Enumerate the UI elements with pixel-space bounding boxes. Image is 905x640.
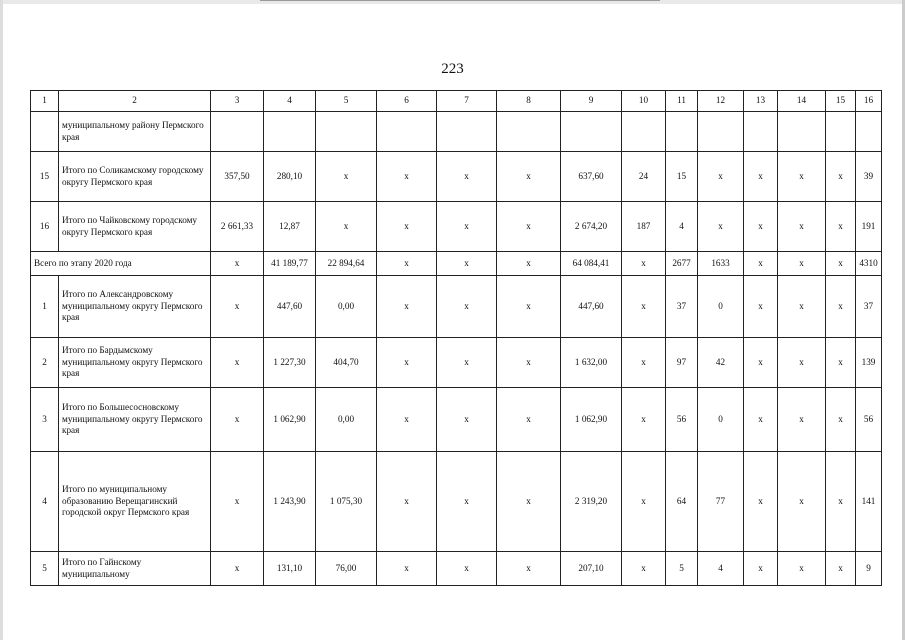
value-cell: х <box>778 252 826 276</box>
value-cell: 1633 <box>698 252 744 276</box>
value-cell: х <box>778 338 826 388</box>
value-cell <box>778 112 826 152</box>
value-cell: 56 <box>856 388 882 452</box>
value-cell: 404,70 <box>316 338 377 388</box>
value-cell <box>744 112 778 152</box>
value-cell: х <box>211 338 264 388</box>
header-cell: 9 <box>561 91 622 112</box>
value-cell: х <box>622 552 666 586</box>
value-cell: х <box>377 202 437 252</box>
value-cell: 97 <box>666 338 698 388</box>
value-cell: 2 319,20 <box>561 452 622 552</box>
value-cell: 141 <box>856 452 882 552</box>
value-cell: 64 <box>666 452 698 552</box>
value-cell <box>826 112 856 152</box>
value-cell: х <box>377 252 437 276</box>
value-cell: х <box>744 202 778 252</box>
value-cell: 1 227,30 <box>264 338 316 388</box>
value-cell: х <box>497 202 561 252</box>
header-cell: 7 <box>437 91 497 112</box>
value-cell: х <box>744 388 778 452</box>
header-cell: 15 <box>826 91 856 112</box>
value-cell <box>437 112 497 152</box>
header-cell: 2 <box>59 91 211 112</box>
value-cell: 1 075,30 <box>316 452 377 552</box>
value-cell: х <box>778 388 826 452</box>
value-cell <box>856 112 882 152</box>
total-label-cell: Всего по этапу 2020 года <box>31 252 211 276</box>
value-cell: 56 <box>666 388 698 452</box>
value-cell: 37 <box>856 276 882 338</box>
table-row <box>31 202 882 252</box>
value-cell: х <box>497 252 561 276</box>
value-cell: 1 632,00 <box>561 338 622 388</box>
row-number-cell: 4 <box>31 452 59 552</box>
value-cell <box>561 112 622 152</box>
value-cell: х <box>778 202 826 252</box>
header-cell: 13 <box>744 91 778 112</box>
table-row <box>31 112 882 152</box>
value-cell: 2677 <box>666 252 698 276</box>
value-cell: 24 <box>622 152 666 202</box>
value-cell <box>211 112 264 152</box>
value-cell: 42 <box>698 338 744 388</box>
value-cell: х <box>622 452 666 552</box>
value-cell: 207,10 <box>561 552 622 586</box>
value-cell: х <box>497 338 561 388</box>
value-cell <box>698 112 744 152</box>
value-cell: 15 <box>666 152 698 202</box>
value-cell: х <box>744 276 778 338</box>
row-number-cell: 1 <box>31 276 59 338</box>
value-cell: 0,00 <box>316 388 377 452</box>
row-number-cell: 3 <box>31 388 59 452</box>
value-cell: х <box>497 452 561 552</box>
value-cell: 41 189,77 <box>264 252 316 276</box>
row-name-cell: Итого по Соликамскому городскому округу Пермского края <box>59 152 211 202</box>
value-cell: х <box>377 276 437 338</box>
value-cell: х <box>622 276 666 338</box>
row-number-cell <box>31 112 59 152</box>
value-cell <box>497 112 561 152</box>
value-cell: 280,10 <box>264 152 316 202</box>
table-row <box>31 388 882 452</box>
table-row <box>31 276 882 338</box>
value-cell <box>264 112 316 152</box>
value-cell: х <box>437 338 497 388</box>
scan-edge-left <box>0 0 3 640</box>
value-cell: х <box>744 338 778 388</box>
value-cell: х <box>622 338 666 388</box>
table-row <box>31 338 882 388</box>
value-cell: 9 <box>856 552 882 586</box>
value-cell: 76,00 <box>316 552 377 586</box>
value-cell: х <box>826 276 856 338</box>
value-cell: х <box>778 152 826 202</box>
row-name-cell: Итого по Большесосновскому муниципальному округу Пермского края <box>59 388 211 452</box>
value-cell: 64 084,41 <box>561 252 622 276</box>
header-cell: 1 <box>31 91 59 112</box>
table-row <box>31 552 882 586</box>
value-cell: х <box>211 388 264 452</box>
value-cell: х <box>698 152 744 202</box>
value-cell: 39 <box>856 152 882 202</box>
value-cell: х <box>826 452 856 552</box>
value-cell: х <box>211 552 264 586</box>
total-row <box>31 252 882 276</box>
value-cell: х <box>437 552 497 586</box>
value-cell: 2 661,33 <box>211 202 264 252</box>
header-cell: 16 <box>856 91 882 112</box>
header-cell: 11 <box>666 91 698 112</box>
value-cell: 447,60 <box>264 276 316 338</box>
value-cell: 191 <box>856 202 882 252</box>
value-cell: х <box>437 276 497 338</box>
row-name-cell: Итого по Гайнскому муниципальному <box>59 552 211 586</box>
value-cell <box>622 112 666 152</box>
value-cell: х <box>826 152 856 202</box>
row-number-cell: 2 <box>31 338 59 388</box>
value-cell: х <box>778 452 826 552</box>
value-cell: х <box>211 252 264 276</box>
value-cell: 187 <box>622 202 666 252</box>
value-cell: х <box>377 388 437 452</box>
value-cell: х <box>437 252 497 276</box>
header-cell: 4 <box>264 91 316 112</box>
value-cell: 5 <box>666 552 698 586</box>
value-cell: х <box>622 388 666 452</box>
value-cell: 0 <box>698 276 744 338</box>
value-cell: 37 <box>666 276 698 338</box>
value-cell: х <box>778 552 826 586</box>
value-cell: х <box>826 202 856 252</box>
value-cell: х <box>377 152 437 202</box>
value-cell <box>666 112 698 152</box>
value-cell: х <box>437 152 497 202</box>
value-cell: х <box>744 252 778 276</box>
value-cell: 1 062,90 <box>561 388 622 452</box>
value-cell: 357,50 <box>211 152 264 202</box>
value-cell: 1 062,90 <box>264 388 316 452</box>
value-cell: х <box>826 552 856 586</box>
value-cell: х <box>744 152 778 202</box>
row-number-cell: 5 <box>31 552 59 586</box>
value-cell <box>316 112 377 152</box>
value-cell: 4 <box>666 202 698 252</box>
row-name-cell: Итого по муниципальному образованию Верещагинский городской округ Пермского края <box>59 452 211 552</box>
header-cell: 12 <box>698 91 744 112</box>
page-number: 223 <box>441 61 464 77</box>
value-cell: 139 <box>856 338 882 388</box>
value-cell: 0 <box>698 388 744 452</box>
row-number-cell: 15 <box>31 152 59 202</box>
value-cell: х <box>377 552 437 586</box>
row-name-cell: Итого по Александровскому муниципальному округу Пермского края <box>59 276 211 338</box>
table-row <box>31 152 882 202</box>
value-cell: х <box>377 452 437 552</box>
value-cell: х <box>377 338 437 388</box>
row-name-cell: Итого по Чайковскому городскому округу Пермского края <box>59 202 211 252</box>
value-cell: х <box>826 388 856 452</box>
value-cell: х <box>316 202 377 252</box>
value-cell: х <box>826 252 856 276</box>
value-cell: х <box>826 338 856 388</box>
header-row <box>31 91 882 112</box>
header-cell: 5 <box>316 91 377 112</box>
value-cell: 131,10 <box>264 552 316 586</box>
row-name-cell: муниципальному району Пермского края <box>59 112 211 152</box>
value-cell: х <box>437 388 497 452</box>
value-cell: х <box>437 202 497 252</box>
value-cell: х <box>497 276 561 338</box>
data-table <box>30 90 882 586</box>
value-cell: х <box>778 276 826 338</box>
value-cell: х <box>316 152 377 202</box>
value-cell: 77 <box>698 452 744 552</box>
value-cell: х <box>744 552 778 586</box>
value-cell: 1 243,90 <box>264 452 316 552</box>
value-cell: 2 674,20 <box>561 202 622 252</box>
header-cell: 10 <box>622 91 666 112</box>
value-cell: х <box>497 388 561 452</box>
value-cell: х <box>497 552 561 586</box>
value-cell: х <box>744 452 778 552</box>
table-row <box>31 452 882 552</box>
value-cell: х <box>211 452 264 552</box>
value-cell: 0,00 <box>316 276 377 338</box>
value-cell: 637,60 <box>561 152 622 202</box>
header-cell: 14 <box>778 91 826 112</box>
value-cell: 12,87 <box>264 202 316 252</box>
value-cell: х <box>497 152 561 202</box>
header-cell: 3 <box>211 91 264 112</box>
value-cell: х <box>698 202 744 252</box>
value-cell: 447,60 <box>561 276 622 338</box>
value-cell: х <box>622 252 666 276</box>
value-cell: 22 894,64 <box>316 252 377 276</box>
header-cell: 6 <box>377 91 437 112</box>
value-cell: х <box>437 452 497 552</box>
scan-artifact-line <box>260 0 660 1</box>
header-cell: 8 <box>497 91 561 112</box>
value-cell: х <box>211 276 264 338</box>
row-number-cell: 16 <box>31 202 59 252</box>
value-cell <box>377 112 437 152</box>
row-name-cell: Итого по Бардымскому муниципальному округу Пермского края <box>59 338 211 388</box>
value-cell: 4310 <box>856 252 882 276</box>
value-cell: 4 <box>698 552 744 586</box>
